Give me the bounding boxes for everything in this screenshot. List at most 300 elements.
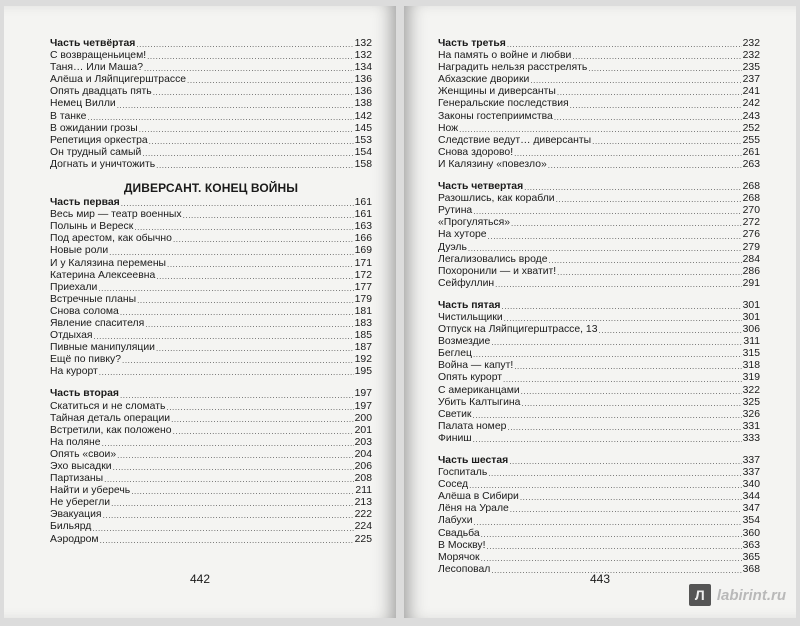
entry-title: Генеральские последствия xyxy=(438,98,569,110)
entry-page-number: 347 xyxy=(742,503,760,515)
entry-page-number: 261 xyxy=(742,146,760,158)
entry-title: Весь мир — театр военных xyxy=(50,209,182,221)
entry-title: Таня… Или Маша? xyxy=(50,62,143,74)
entry-title: Сосед xyxy=(438,479,469,491)
entry-page-number: 211 xyxy=(355,485,372,497)
dot-leader xyxy=(122,356,354,366)
toc-entry xyxy=(438,278,760,290)
dot-leader xyxy=(136,40,353,50)
entry-page-number: 179 xyxy=(354,293,372,305)
entry-title: Часть вторая xyxy=(50,388,119,400)
entry-page-number: 242 xyxy=(742,98,760,110)
toc-entry xyxy=(50,509,372,521)
toc-entry xyxy=(50,111,372,123)
entry-page-number: 177 xyxy=(354,281,372,293)
entry-title: Свадьба xyxy=(438,527,480,539)
dot-leader xyxy=(473,207,741,217)
toc-entry xyxy=(50,354,372,366)
toc-entry xyxy=(438,348,760,360)
entry-page-number: 225 xyxy=(354,533,372,545)
entry-page-number: 270 xyxy=(742,205,760,217)
entry-page-number: 263 xyxy=(742,158,760,170)
dot-leader xyxy=(570,101,742,111)
entry-page-number: 337 xyxy=(742,455,760,466)
entry-title: Явление спасителя xyxy=(50,317,145,329)
entry-title: Опять двадцать пять xyxy=(50,86,152,98)
labirint-logo-icon: Л xyxy=(689,584,711,606)
entry-title: Война — капут! xyxy=(438,360,514,372)
dot-leader xyxy=(592,137,742,147)
dot-leader xyxy=(171,415,354,425)
dot-leader xyxy=(598,326,741,336)
toc-entry xyxy=(50,258,372,270)
dot-leader xyxy=(530,76,741,86)
entry-page-number: 153 xyxy=(354,134,372,146)
toc-entry xyxy=(438,135,760,147)
dot-leader xyxy=(111,499,354,509)
entry-title: Сейфуллин xyxy=(438,277,495,289)
toc-section xyxy=(438,38,760,171)
toc-entry xyxy=(50,270,372,282)
dot-leader xyxy=(145,320,353,330)
entry-title: Катерина Алексеевна xyxy=(50,269,156,281)
part-heading-entry xyxy=(50,197,372,209)
entry-title: И Калязину «повезло» xyxy=(438,158,547,170)
entry-page-number: 183 xyxy=(354,317,372,329)
dot-leader xyxy=(556,195,742,205)
entry-title: Часть шестая xyxy=(438,455,509,466)
entry-page-number: 306 xyxy=(742,324,760,336)
entry-title: Отпуск на Ляйпцигерштрассе, 13 xyxy=(438,324,598,336)
dot-leader xyxy=(156,272,353,282)
entry-page-number: 222 xyxy=(354,509,372,521)
entry-page-number: 158 xyxy=(354,158,372,170)
dot-leader xyxy=(469,481,742,491)
entry-title: Эхо высадки xyxy=(50,461,112,472)
toc-entry xyxy=(438,491,760,503)
entry-page-number: 132 xyxy=(354,38,372,49)
entry-page-number: 291 xyxy=(742,277,760,289)
entry-title: Под арестом, как обычно xyxy=(50,233,172,245)
toc-entry xyxy=(50,485,372,497)
dot-leader xyxy=(511,219,742,229)
entry-title: На хуторе xyxy=(438,229,487,241)
dot-leader xyxy=(509,457,741,467)
dot-leader xyxy=(510,505,742,515)
toc-entry xyxy=(50,135,372,147)
entry-page-number: 319 xyxy=(742,372,760,384)
toc-entry xyxy=(50,401,372,413)
toc-entry xyxy=(438,242,760,254)
dot-leader xyxy=(468,244,742,254)
entry-title: Возмездие xyxy=(438,336,491,348)
entry-page-number: 354 xyxy=(742,515,760,527)
entry-title: Скатиться и не сломать xyxy=(50,400,166,412)
entry-title: Встретили, как положено xyxy=(50,424,172,436)
entry-page-number: 161 xyxy=(354,209,372,221)
entry-page-number: 360 xyxy=(742,527,760,539)
entry-page-number: 284 xyxy=(742,253,760,265)
entry-page-number: 232 xyxy=(742,38,760,49)
entry-page-number: 154 xyxy=(354,146,372,158)
entry-title: Опять «свои» xyxy=(50,448,117,460)
toc-entry xyxy=(50,294,372,306)
entry-page-number: 161 xyxy=(354,197,372,209)
entry-page-number: 315 xyxy=(742,348,760,360)
entry-title: Нож xyxy=(438,122,459,134)
dot-leader xyxy=(113,463,354,473)
entry-title: Женщины и диверсанты xyxy=(438,86,556,98)
toc-entry xyxy=(438,266,760,278)
part-heading-entry xyxy=(438,455,760,467)
toc-entry xyxy=(50,366,372,378)
toc-entry xyxy=(50,98,372,110)
dot-leader xyxy=(144,64,354,74)
toc-section xyxy=(50,388,372,545)
toc-entry xyxy=(438,467,760,479)
entry-page-number: 311 xyxy=(743,336,760,348)
entry-page-number: 132 xyxy=(354,50,372,62)
entry-page-number: 195 xyxy=(354,366,372,378)
entry-page-number: 145 xyxy=(354,122,372,134)
entry-title: Похоронили — и хватит! xyxy=(438,265,557,277)
entry-page-number: 243 xyxy=(742,110,760,122)
entry-page-number: 136 xyxy=(354,74,372,86)
entry-title: Морячок xyxy=(438,551,480,563)
entry-title: «Прогуляться» xyxy=(438,217,511,229)
dot-leader xyxy=(524,183,742,193)
dot-leader xyxy=(100,536,354,546)
dot-leader xyxy=(495,280,742,290)
entry-title: Алёша и Ляйпцигерштрассе xyxy=(50,74,187,86)
toc-entry xyxy=(50,521,372,533)
toc-entry xyxy=(50,497,372,509)
entry-page-number: 318 xyxy=(742,360,760,372)
entry-page-number: 204 xyxy=(354,448,372,460)
entry-title: Законы гостеприимства xyxy=(438,110,553,122)
entry-page-number: 241 xyxy=(742,86,760,98)
entry-page-number: 163 xyxy=(354,221,372,233)
entry-title: На поляне xyxy=(50,436,101,448)
entry-page-number: 252 xyxy=(742,122,760,134)
entry-title: Снова солома xyxy=(50,305,119,317)
entry-page-number: 337 xyxy=(742,467,760,479)
page-number-left: 442 xyxy=(189,572,211,586)
toc-entry xyxy=(50,473,372,485)
entry-page-number: 368 xyxy=(742,563,760,575)
dot-leader xyxy=(121,199,354,209)
entry-title: Убить Калтыгина xyxy=(438,396,521,408)
dot-leader xyxy=(99,368,354,378)
entry-page-number: 224 xyxy=(354,521,372,533)
dot-leader xyxy=(503,375,742,385)
entry-title: Палата номер xyxy=(438,420,507,432)
entry-title: Опять курорт xyxy=(438,372,503,384)
dot-leader xyxy=(474,518,742,528)
toc-entry xyxy=(50,413,372,425)
toc-entry xyxy=(438,62,760,74)
dot-leader xyxy=(459,125,742,135)
entry-page-number: 181 xyxy=(354,305,372,317)
dot-leader xyxy=(156,161,354,171)
dot-leader xyxy=(117,101,354,111)
entry-title: Бильярд xyxy=(50,521,92,533)
entry-page-number: 203 xyxy=(354,436,372,448)
toc-section xyxy=(438,455,760,576)
dot-leader xyxy=(572,52,741,62)
entry-page-number: 197 xyxy=(354,400,372,412)
toc-entry xyxy=(438,336,760,348)
entry-page-number: 166 xyxy=(354,233,372,245)
dot-leader xyxy=(472,411,741,421)
entry-page-number: 331 xyxy=(742,420,760,432)
toc-entry xyxy=(50,306,372,318)
dot-leader xyxy=(137,296,354,306)
entry-page-number: 142 xyxy=(354,110,372,122)
toc-entry xyxy=(50,233,372,245)
dot-leader xyxy=(502,302,742,312)
entry-title: На курорт xyxy=(50,366,98,378)
dot-leader xyxy=(139,125,354,135)
entry-page-number: 200 xyxy=(354,412,372,424)
dot-leader xyxy=(507,40,742,50)
entry-page-number: 201 xyxy=(354,424,372,436)
section-heading: ДИВЕРСАНТ. КОНЕЦ ВОЙНЫ xyxy=(123,181,299,196)
toc-entry xyxy=(438,324,760,336)
entry-title: И у Калязина перемены xyxy=(50,257,167,269)
entry-page-number: 333 xyxy=(742,432,760,444)
entry-title: На память о войне и любви xyxy=(438,50,572,62)
entry-page-number: 192 xyxy=(354,354,372,366)
entry-page-number: 301 xyxy=(742,299,760,311)
entry-title: Часть четвертая xyxy=(438,181,524,193)
dot-leader xyxy=(481,530,742,540)
toc-entry xyxy=(438,74,760,86)
dot-leader xyxy=(187,76,354,86)
entry-title: Пивные манипуляции xyxy=(50,342,155,354)
toc-entry xyxy=(438,312,760,324)
dot-leader xyxy=(94,332,354,342)
toc-section xyxy=(50,38,372,171)
toc-section xyxy=(438,300,760,445)
toc-entry xyxy=(438,98,760,110)
dot-leader xyxy=(134,223,353,233)
toc-entry xyxy=(438,433,760,445)
dot-leader xyxy=(173,427,354,437)
dot-leader xyxy=(103,511,354,521)
entry-title: Алёша в Сибири xyxy=(438,491,519,503)
toc-entry xyxy=(50,461,372,473)
entry-title: Немец Вилли xyxy=(50,98,116,110)
dot-leader xyxy=(548,256,741,266)
entry-title: В Москву! xyxy=(438,539,486,551)
toc-entry xyxy=(50,86,372,98)
toc-entry xyxy=(438,254,760,266)
entry-page-number: 185 xyxy=(354,330,372,342)
right-page xyxy=(404,6,796,618)
entry-title: Отдыхая xyxy=(50,330,93,342)
entry-title: Лёня на Урале xyxy=(438,503,509,515)
dot-leader xyxy=(120,391,354,401)
toc-entry xyxy=(50,534,372,546)
entry-title: Абхазские дворики xyxy=(438,74,530,86)
entry-page-number: 279 xyxy=(742,241,760,253)
entry-page-number: 344 xyxy=(742,491,760,503)
entry-title: Беглец xyxy=(438,348,472,360)
dot-leader xyxy=(173,235,354,245)
entry-page-number: 213 xyxy=(354,497,372,509)
toc-entry xyxy=(50,318,372,330)
dot-leader xyxy=(131,487,354,497)
entry-title: Разошлись, как корабли xyxy=(438,193,555,205)
toc-entry xyxy=(438,552,760,564)
dot-leader xyxy=(504,314,742,324)
dot-leader xyxy=(120,308,354,318)
dot-leader xyxy=(514,362,741,372)
entry-title: Найти и уберечь xyxy=(50,485,131,497)
entry-title: Часть первая xyxy=(50,197,120,209)
toc-entry xyxy=(50,209,372,221)
dot-leader xyxy=(521,399,741,409)
entry-page-number: 208 xyxy=(354,473,372,485)
part-heading-entry xyxy=(438,300,760,312)
toc-entry xyxy=(50,62,372,74)
entry-page-number: 365 xyxy=(742,551,760,563)
toc-entry xyxy=(438,479,760,491)
toc-entry xyxy=(50,330,372,342)
dot-leader xyxy=(588,64,741,74)
entry-page-number: 255 xyxy=(742,134,760,146)
entry-title: Он трудный самый xyxy=(50,146,142,158)
toc-entry xyxy=(438,217,760,229)
entry-title: С американцами xyxy=(438,384,520,396)
entry-page-number: 325 xyxy=(742,396,760,408)
dot-leader xyxy=(488,469,741,479)
part-heading-entry xyxy=(50,388,372,400)
entry-page-number: 268 xyxy=(742,193,760,205)
dot-leader xyxy=(104,475,354,485)
table-of-contents-left xyxy=(50,38,372,556)
entry-page-number: 232 xyxy=(742,50,760,62)
toc-entry xyxy=(438,229,760,241)
dot-leader xyxy=(149,137,354,147)
toc-entry xyxy=(50,147,372,159)
entry-title: Чистильщики xyxy=(438,311,503,323)
dot-leader xyxy=(147,52,354,62)
dot-leader xyxy=(554,113,742,123)
toc-entry xyxy=(438,147,760,159)
toc-entry xyxy=(50,449,372,461)
entry-page-number: 268 xyxy=(742,181,760,193)
entry-title: Новые роли xyxy=(50,245,109,257)
page-number-right: 443 xyxy=(589,572,611,586)
toc-entry xyxy=(438,372,760,384)
toc-entry xyxy=(438,360,760,372)
dot-leader xyxy=(117,451,354,461)
entry-page-number: 138 xyxy=(354,98,372,110)
toc-entry xyxy=(50,50,372,62)
entry-title: Приехали xyxy=(50,281,98,293)
toc-entry xyxy=(438,515,760,527)
dot-leader xyxy=(183,211,354,221)
dot-leader xyxy=(548,161,742,171)
dot-leader xyxy=(473,350,742,360)
dot-leader xyxy=(488,232,742,242)
toc-entry xyxy=(438,397,760,409)
dot-leader xyxy=(87,113,353,123)
toc-entry xyxy=(50,342,372,354)
entry-title: Тайная деталь операции xyxy=(50,412,171,424)
entry-page-number: 301 xyxy=(742,311,760,323)
dot-leader xyxy=(102,439,354,449)
toc-entry xyxy=(438,205,760,217)
entry-page-number: 322 xyxy=(742,384,760,396)
entry-page-number: 134 xyxy=(354,62,372,74)
entry-page-number: 171 xyxy=(354,257,372,269)
toc-entry xyxy=(438,111,760,123)
dot-leader xyxy=(473,435,742,445)
toc-entry xyxy=(438,503,760,515)
table-of-contents-right xyxy=(438,38,760,586)
entry-title: Встречные планы xyxy=(50,293,137,305)
entry-title: Часть третья xyxy=(438,38,506,49)
entry-title: В ожидании грозы xyxy=(50,122,138,134)
entry-page-number: 326 xyxy=(742,408,760,420)
dot-leader xyxy=(514,149,742,159)
toc-entry xyxy=(438,193,760,205)
toc-entry xyxy=(50,245,372,257)
entry-title: Ещё по пивку? xyxy=(50,354,122,366)
entry-title: В танке xyxy=(50,110,87,122)
entry-page-number: 340 xyxy=(742,479,760,491)
dot-leader xyxy=(486,542,741,552)
dot-leader xyxy=(557,88,742,98)
dot-leader xyxy=(109,248,354,258)
toc-entry xyxy=(438,86,760,98)
entry-title: Полынь и Вереск xyxy=(50,221,134,233)
dot-leader xyxy=(481,554,742,564)
dot-leader xyxy=(98,284,353,294)
toc-entry xyxy=(50,74,372,86)
entry-page-number: 169 xyxy=(354,245,372,257)
toc-entry xyxy=(438,159,760,171)
dot-leader xyxy=(557,268,741,278)
entry-title: Легализовались вроде xyxy=(438,253,548,265)
entry-title: Госпиталь xyxy=(438,467,488,479)
dot-leader xyxy=(507,423,741,433)
part-heading-entry xyxy=(50,38,372,50)
entry-page-number: 235 xyxy=(742,62,760,74)
entry-page-number: 363 xyxy=(742,539,760,551)
toc-entry xyxy=(438,50,760,62)
entry-title: Эвакуация xyxy=(50,509,102,521)
entry-page-number: 206 xyxy=(354,461,372,472)
entry-page-number: 237 xyxy=(742,74,760,86)
dot-leader xyxy=(167,260,354,270)
entry-page-number: 187 xyxy=(354,342,372,354)
toc-entry xyxy=(438,385,760,397)
entry-page-number: 286 xyxy=(742,265,760,277)
toc-entry xyxy=(50,221,372,233)
toc-entry xyxy=(50,159,372,171)
dot-leader xyxy=(521,387,742,397)
dot-leader xyxy=(142,149,353,159)
entry-page-number: 276 xyxy=(742,229,760,241)
entry-page-number: 197 xyxy=(354,388,372,400)
dot-leader xyxy=(153,88,354,98)
entry-page-number: 172 xyxy=(354,269,372,281)
part-heading-entry xyxy=(438,38,760,50)
